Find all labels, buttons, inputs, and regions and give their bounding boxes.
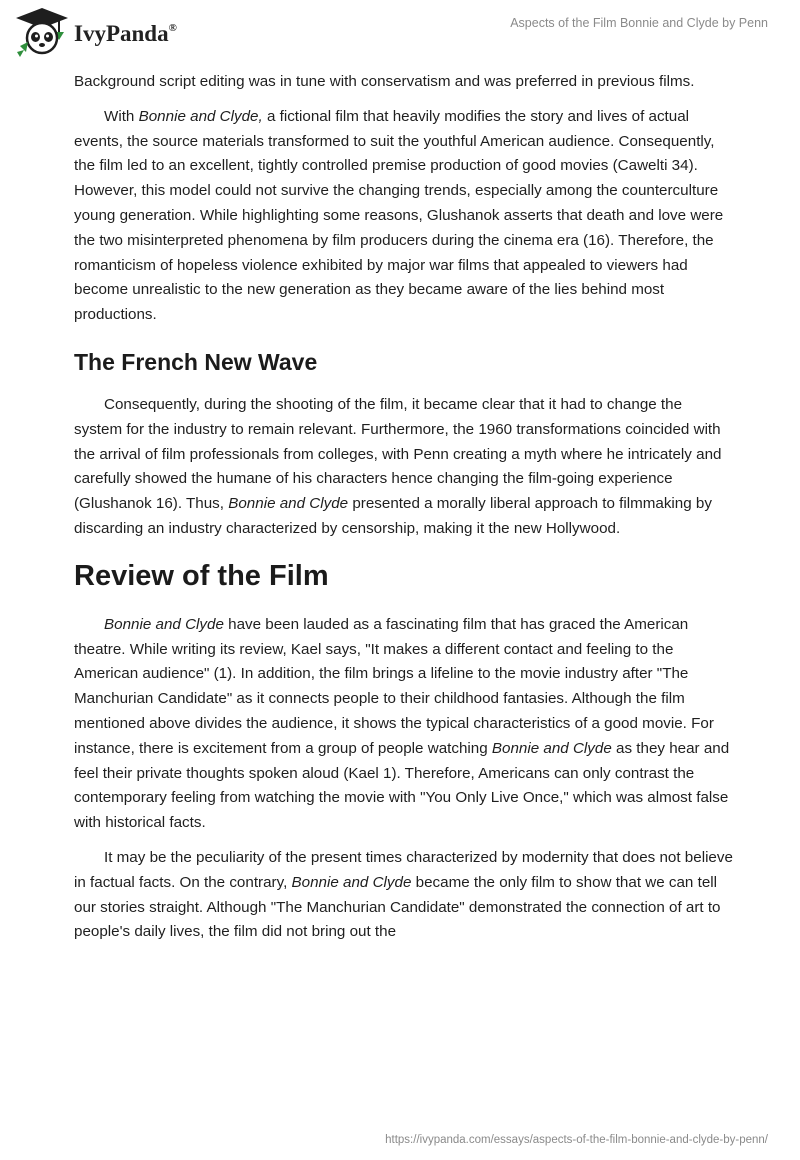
- text-run: Consequently, during the shooting of the film, it became clear that it had to change the system for the industry to remain relevant. Furthermore, the 1960 transformations coincided with the arrival of film professionals from colleges, with Penn creating a myth where he intricately and carefully showed the humane of his characters hence changing the film-going experience (Glushanok 16). Thus,: [74, 395, 722, 513]
- film-title-italic: Bonnie and Clyde: [291, 873, 412, 891]
- paragraph-intro-continuation: Background script editing was in tune with conservatism and was preferred in previous films.: [74, 73, 695, 90]
- document-title: Aspects of the Film Bonnie and Clyde by Penn: [510, 16, 768, 30]
- film-title-italic: Bonnie and Clyde: [491, 739, 612, 757]
- panda-graduate-icon: [14, 6, 70, 58]
- source-url[interactable]: https://ivypanda.com/essays/aspects-of-the-film-bonnie-and-clyde-by-penn/: [385, 1134, 768, 1146]
- text-run: became the only film to show that we can tell our stories straight. Although "The Manchurian Candidate" demonstrated the connection of art to people's daily lives, the film did not bring out the: [74, 873, 721, 941]
- text-run: have been lauded as a fascinating film that has graced the American theatre. While writing its review, Kael says, "It makes a different contact and feeling to the American audience" (1). In addition, the film brings a lifeline to the movie industry after "The Manchurian Candidate" as it connects people to their childhood fantasies. Although the film mentioned above divides the audience, it shows the typical characteristics of a good movie. For instance, there is excitement from a group of people watching: [74, 615, 714, 757]
- film-title-italic: Bonnie and Clyde: [228, 495, 349, 513]
- paragraph-bonnie-and-clyde-source: [74, 105, 734, 328]
- paragraph-review: [74, 613, 734, 836]
- registered-mark: ®: [168, 22, 177, 34]
- logo-wordmark: [74, 21, 177, 47]
- film-title-italic: Bonnie and Clyde: [104, 615, 224, 633]
- text-run: a fictional film that heavily modifies the story and lives of actual events, the source materials transformed to suit the youthful American audience. Consequently, the film led to an excellent, tightly controlled premise production of good movies (Cawelti 34). However, this model could not survive the changing trends, especially among the counterculture young generation. While highlighting some reasons, Glushanok asserts that death and love were the two misinterpreted phenomena by film producers during the cinema era (16). Therefore, the romanticism of hopeless violence exhibited by major war films that appealed to viewers had become unrealistic to the new generation as they became aware of the lies behind most productions.: [74, 107, 724, 324]
- text-run: It may be the peculiarity of the present times characterized by modernity that does not believe in factual facts. On the contrary,: [74, 848, 733, 891]
- heading-review-of-the-film: Review of the Film: [74, 559, 329, 592]
- text-run: presented a morally liberal approach to filmmaking by discarding an industry characterized by censorship, making it the new Hollywood.: [74, 495, 712, 537]
- logo-name: IvyPanda: [74, 21, 169, 46]
- text-run: With: [104, 107, 139, 125]
- page-header: [0, 0, 800, 70]
- film-title-italic: Bonnie and Clyde,: [138, 107, 263, 125]
- text-run: as they hear and feel their private thoughts spoken aloud (Kael 1). Therefore, Americans can only contrast the contemporary feeling from watching the movie with "You Only Live Once," which was almost false with historical facts.: [74, 739, 730, 832]
- heading-french-new-wave: The French New Wave: [74, 348, 318, 375]
- paragraph-peculiarity: [74, 846, 734, 945]
- essay-content: [74, 70, 734, 955]
- ivypanda-logo[interactable]: [14, 6, 177, 58]
- paragraph-french-new-wave: [74, 393, 734, 542]
